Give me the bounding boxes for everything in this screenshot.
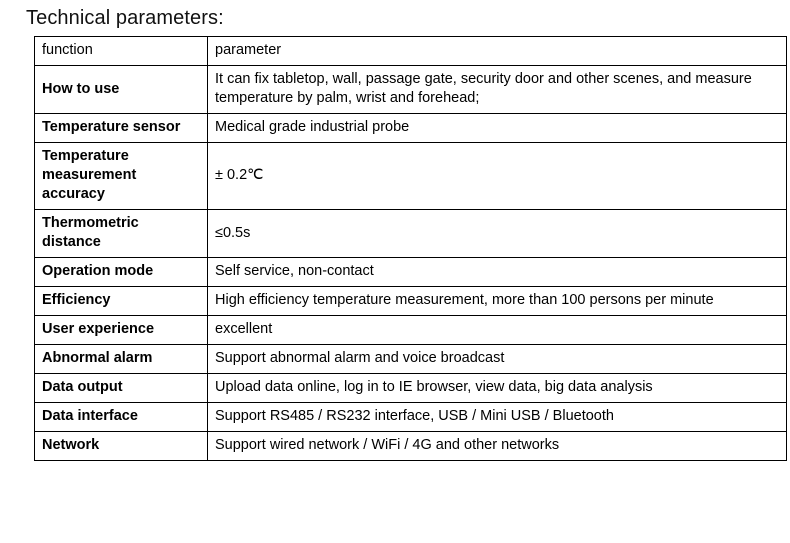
table-row — [35, 432, 787, 461]
row-value: ≤0.5s — [208, 210, 787, 258]
table-row — [35, 345, 787, 374]
technical-parameters-table — [34, 36, 787, 461]
page-title: Technical parameters: — [26, 7, 224, 29]
table-row — [35, 258, 787, 287]
table-row — [35, 114, 787, 143]
table-row — [35, 66, 787, 114]
table-header-row — [35, 37, 787, 66]
row-label: Temperature measurement accuracy — [35, 143, 208, 210]
table-row — [35, 210, 787, 258]
row-value: Medical grade industrial probe — [208, 114, 787, 143]
row-value: Support RS485 / RS232 interface, USB / Mini USB / Bluetooth — [208, 403, 787, 432]
row-label: How to use — [35, 66, 208, 114]
row-value: It can fix tabletop, wall, passage gate, security door and other scenes, and measure temperature by palm, wrist and forehead; — [208, 66, 787, 114]
row-label: User experience — [35, 316, 208, 345]
row-value: High efficiency temperature measurement, more than 100 persons per minute — [208, 287, 787, 316]
row-label: Data interface — [35, 403, 208, 432]
row-label: Abnormal alarm — [35, 345, 208, 374]
row-label: Thermometric distance — [35, 210, 208, 258]
table-row — [35, 316, 787, 345]
row-label: Data output — [35, 374, 208, 403]
row-label: Efficiency — [35, 287, 208, 316]
row-value: Self service, non-contact — [208, 258, 787, 287]
row-label: Operation mode — [35, 258, 208, 287]
table-body — [35, 37, 787, 461]
table-row — [35, 374, 787, 403]
table-row — [35, 403, 787, 432]
row-value: excellent — [208, 316, 787, 345]
row-label: Temperature sensor — [35, 114, 208, 143]
table-header-parameter: parameter — [208, 37, 787, 66]
row-label: Network — [35, 432, 208, 461]
row-value: Upload data online, log in to IE browser, view data, big data analysis — [208, 374, 787, 403]
row-value: Support wired network / WiFi / 4G and other networks — [208, 432, 787, 461]
table-header-function: function — [35, 37, 208, 66]
table-row — [35, 143, 787, 210]
document-page — [0, 6, 790, 543]
row-value: ± 0.2℃ — [208, 143, 787, 210]
table-row — [35, 287, 787, 316]
row-value: Support abnormal alarm and voice broadcast — [208, 345, 787, 374]
